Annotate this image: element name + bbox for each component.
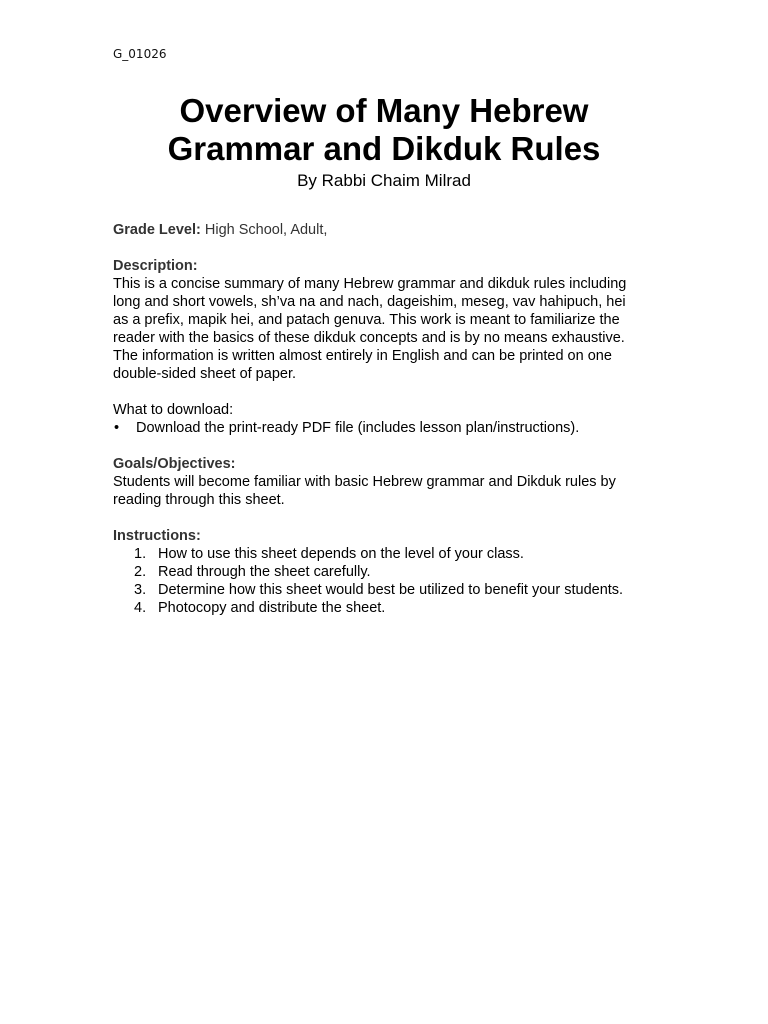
goals-line: Students will become familiar with basic Hebrew grammar and Dikduk rules by bbox=[113, 474, 616, 490]
download-item-text: Download the print-ready PDF file (includes lesson plan/instructions). bbox=[136, 420, 580, 436]
instruction-text: Read through the sheet carefully. bbox=[158, 564, 371, 580]
title-line-1: Overview of Many Hebrew bbox=[179, 92, 589, 129]
description-line: reader with the basics of these dikduk concepts and is by no means exhaustive. bbox=[113, 330, 625, 346]
goals-text bbox=[113, 473, 658, 509]
list-item bbox=[113, 545, 658, 563]
list-number: 4. bbox=[134, 600, 147, 616]
description-line: double-sided sheet of paper. bbox=[113, 366, 296, 382]
instructions-list bbox=[113, 545, 658, 617]
bullet-icon: • bbox=[114, 420, 120, 436]
instruction-text: How to use this sheet depends on the level of your class. bbox=[158, 546, 524, 562]
author-byline: By Rabbi Chaim Milrad bbox=[297, 171, 471, 190]
document-id: G_01026 bbox=[113, 47, 167, 61]
list-number: 3. bbox=[134, 582, 147, 598]
description-line: This is a concise summary of many Hebrew grammar and dikduk rules including bbox=[113, 276, 627, 292]
page-title bbox=[0, 92, 768, 168]
description-heading: Description: bbox=[113, 258, 198, 274]
list-item bbox=[113, 563, 658, 581]
description-line: The information is written almost entirely in English and can be printed on one bbox=[113, 348, 612, 364]
description-line: long and short vowels, sh’va na and nach, dageishim, meseg, vav hahipuch, hei bbox=[113, 294, 626, 310]
list-item bbox=[113, 581, 658, 599]
list-number: 1. bbox=[134, 546, 147, 562]
list-number: 2. bbox=[134, 564, 147, 580]
goals-heading: Goals/Objectives: bbox=[113, 456, 236, 472]
instruction-text: Determine how this sheet would best be utilized to benefit your students. bbox=[158, 582, 624, 598]
list-item bbox=[113, 599, 658, 617]
instruction-text: Photocopy and distribute the sheet. bbox=[158, 600, 386, 616]
description-text bbox=[113, 275, 658, 383]
grade-level-label: Grade Level: bbox=[113, 222, 201, 238]
download-list bbox=[113, 419, 658, 437]
goals-line: reading through this sheet. bbox=[113, 492, 285, 508]
document-body bbox=[113, 221, 658, 617]
download-heading: What to download: bbox=[113, 402, 234, 418]
list-item bbox=[113, 419, 658, 437]
title-line-2: Grammar and Dikduk Rules bbox=[167, 130, 601, 167]
grade-level-value: High School, Adult, bbox=[204, 222, 328, 238]
description-line: as a prefix, mapik hei, and patach genuva. This work is meant to familiarize the bbox=[113, 312, 620, 328]
instructions-heading: Instructions: bbox=[113, 528, 201, 544]
grade-level bbox=[113, 221, 658, 239]
